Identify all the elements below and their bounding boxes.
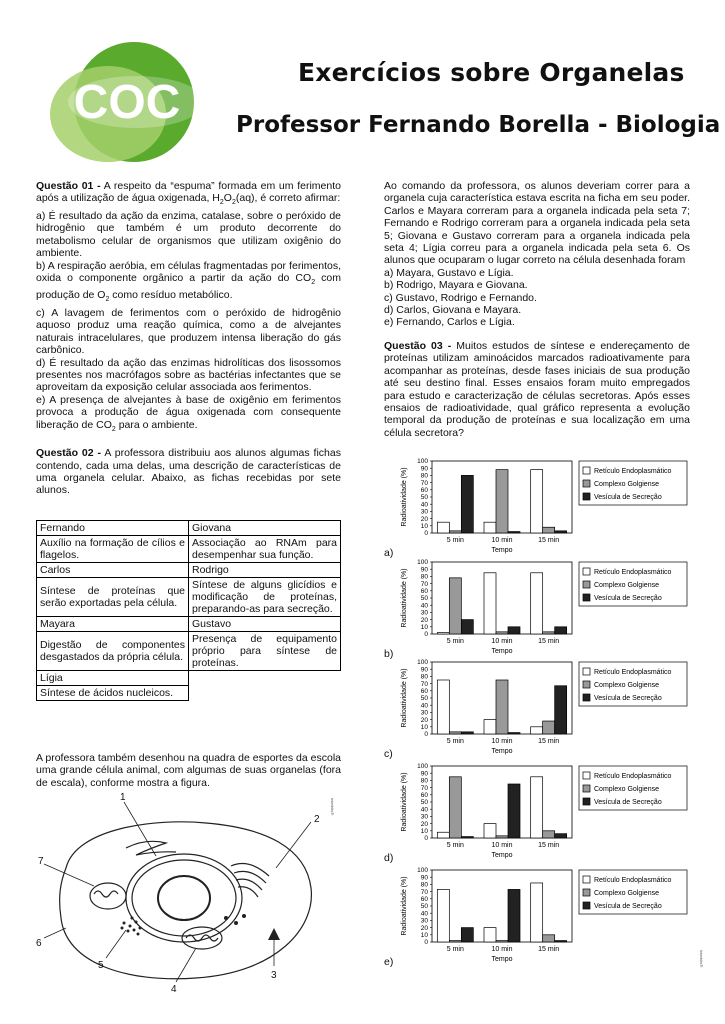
legend-swatch xyxy=(583,668,590,675)
page-subtitle: Professor Fernando Borella - Biologia xyxy=(236,112,721,138)
bar-chart xyxy=(384,658,690,760)
y-tick-label: 90 xyxy=(420,465,428,473)
y-tick-label: 70 xyxy=(420,580,428,588)
bar xyxy=(555,941,567,942)
q2-option-c: c) Gustavo, Rodrigo e Fernando. xyxy=(384,291,537,304)
right-column xyxy=(384,180,690,439)
y-tick-label: 50 xyxy=(420,903,428,911)
table-cell: Presença de equipamento próprio para síntese de proteínas. xyxy=(189,632,341,671)
page-title: Exercícios sobre Organelas xyxy=(298,58,685,87)
nucleus-outer xyxy=(126,854,242,942)
figure-number-4: 4 xyxy=(171,984,177,995)
legend-swatch xyxy=(583,785,590,792)
figure-number-5: 5 xyxy=(98,960,104,971)
y-tick-label: 30 xyxy=(420,609,428,617)
y-tick-label: 30 xyxy=(420,813,428,821)
chart-option-label: e) xyxy=(384,956,394,968)
y-axis-label: Radioatividade (%) xyxy=(401,467,408,527)
nucleolus xyxy=(158,876,210,920)
figure-number-3: 3 xyxy=(271,970,277,981)
table-row xyxy=(37,578,341,617)
legend-swatch xyxy=(583,594,590,601)
q2-statement: Questão 02 - A professora distribuiu aos alunos algumas fichas contendo, cada uma delas, uma descrição de características de uma organela celular. Abaixo, as fichas recebidas por sete alunos. xyxy=(36,447,341,497)
table-cell: Síntese de proteínas que serão exportadas pela célula. xyxy=(37,578,189,617)
legend-swatch xyxy=(583,772,590,779)
bar xyxy=(437,522,449,533)
golgi-apparatus xyxy=(231,864,269,897)
x-tick-label: 5 min xyxy=(446,638,464,645)
legend-swatch xyxy=(583,493,590,500)
bar xyxy=(449,941,461,942)
legend-label: Complexo Golgiense xyxy=(594,481,659,489)
bar xyxy=(508,532,520,533)
y-tick-label: 80 xyxy=(420,472,428,480)
chart-option-label: d) xyxy=(384,852,394,864)
y-tick-label: 0 xyxy=(424,835,428,843)
bar xyxy=(461,732,473,734)
x-axis-label: Tempo xyxy=(491,956,513,963)
y-tick-label: 0 xyxy=(424,939,428,947)
bar xyxy=(508,889,520,942)
y-tick-label: 100 xyxy=(417,458,428,466)
bar xyxy=(496,680,508,734)
q2-continuation: Ao comando da professora, os alunos deveriam correr para a organela cuja característica estava escrita na ficha em seu poder. Carlos e Mayara correram para a organela indicada pela seta 7; Fernando e Rodrigo correram para a organela indicada pela seta 5; Giovana e Gustavo correram para a organela indicada pela seta 4; Lígia correu para a organela indicada pela seta 6. Os alunos que ocuparam o lugar correto na célula desenhada foram xyxy=(384,180,690,267)
bar xyxy=(484,522,496,533)
y-tick-label: 10 xyxy=(420,828,428,835)
legend-label: Retículo Endoplasmático xyxy=(594,773,672,781)
y-tick-label: 60 xyxy=(420,688,428,695)
y-tick-label: 40 xyxy=(420,702,428,710)
bar xyxy=(543,632,555,634)
legend-label: Complexo Golgiense xyxy=(594,890,659,898)
fichas-table xyxy=(36,520,341,701)
q2-figure-intro: A professora também desenhou na quadra de esportes da escola uma grande célula animal, com algumas de suas organelas (fora de escala), conforme mostra a figura. xyxy=(36,752,341,789)
y-tick-label: 20 xyxy=(420,924,428,932)
bar xyxy=(531,727,543,734)
bar xyxy=(531,883,543,942)
table-cell: Auxílio na formação de cílios e flagelos. xyxy=(37,536,189,563)
y-tick-label: 40 xyxy=(420,806,428,814)
y-tick-label: 50 xyxy=(420,799,428,807)
bar xyxy=(484,928,496,942)
legend-swatch xyxy=(583,681,590,688)
bar xyxy=(484,573,496,634)
chart-option-label: b) xyxy=(384,648,394,660)
y-tick-label: 0 xyxy=(424,530,428,538)
chart-option-d xyxy=(384,762,690,864)
plot-frame xyxy=(432,870,572,942)
y-tick-label: 10 xyxy=(420,523,428,530)
table-row xyxy=(37,617,341,632)
bar xyxy=(496,470,508,533)
legend-swatch xyxy=(583,876,590,883)
bar xyxy=(437,832,449,838)
y-tick-label: 60 xyxy=(420,792,428,799)
y-tick-label: 90 xyxy=(420,666,428,674)
table-row xyxy=(37,632,341,671)
nucleus-inner xyxy=(132,860,236,936)
y-tick-label: 90 xyxy=(420,874,428,882)
y-tick-label: 40 xyxy=(420,602,428,610)
bar xyxy=(555,834,567,838)
figure-number-1: 1 xyxy=(120,792,126,803)
bar xyxy=(449,732,461,734)
y-tick-label: 50 xyxy=(420,695,428,703)
bar xyxy=(437,889,449,942)
legend-label: Vesícula de Secreção xyxy=(594,695,662,703)
y-tick-label: 100 xyxy=(417,559,428,567)
q2-option-d: d) Carlos, Giovana e Mayara. xyxy=(384,304,522,317)
q3-label: Questão 03 - xyxy=(384,339,452,352)
y-tick-label: 10 xyxy=(420,724,428,731)
y-axis-label: Radioatividade (%) xyxy=(401,668,408,728)
logo-text: COC xyxy=(73,76,181,129)
y-tick-label: 50 xyxy=(420,595,428,603)
legend-label: Retículo Endoplasmático xyxy=(594,669,672,677)
bar xyxy=(531,777,543,838)
q3-statement: Questão 03 - Muitos estudos de síntese e endereçamento de proteínas utilizam aminoácidos marcados radioativamente para acompanhar as proteínas, desde fases iniciais de sua produção até seu destino final. Esses ensaios foram muito empregados para estudo e caracterização de células secretoras. Após esses ensaios de radioatividade, qual gráfico representa a evolução temporal da produção de proteínas e sua localização em uma célula secretora? xyxy=(384,339,691,439)
bar xyxy=(508,733,520,734)
x-tick-label: 15 min xyxy=(538,537,560,544)
bar-chart xyxy=(384,866,690,968)
bar xyxy=(484,720,496,734)
legend-swatch xyxy=(583,581,590,588)
table-row xyxy=(37,521,341,536)
bar xyxy=(543,935,555,942)
table-cell: Rodrigo xyxy=(189,563,341,578)
bar xyxy=(496,836,508,838)
legend-swatch xyxy=(583,467,590,474)
table-cell: Giovana xyxy=(189,521,341,536)
figure-number-2: 2 xyxy=(314,814,320,825)
chart-option-label: c) xyxy=(384,748,393,760)
y-tick-label: 10 xyxy=(420,624,428,631)
bar xyxy=(437,680,449,734)
table-cell: Lígia xyxy=(37,671,189,686)
figure-number-7: 7 xyxy=(38,856,44,867)
x-tick-label: 15 min xyxy=(538,638,560,645)
bar xyxy=(449,531,461,533)
q1-option-b: b) A respiração aeróbia, em células fragmentadas por ferimentos, oxida o componente orgânico a partir da ação do $CO_2$ com produção de $O_2$ como resíduo metabólico. xyxy=(36,259,341,304)
q1-option-a: a) É resultado da ação da enzima, catalase, sobre o peróxido de hidrogênio que também é um produto decorrente do metabolismo celular de organismos que utilizam oxigênio do ambiente. xyxy=(36,209,341,260)
table-row xyxy=(37,671,341,686)
x-tick-label: 10 min xyxy=(491,537,513,544)
q1-option-d: d) É resultado da ação das enzimas hidrolíticas dos lisossomos presentes nos macrófagos sobre as bactérias infectantes que se aproveitam da exposição celular associada aos ferimentos. xyxy=(36,356,341,394)
y-tick-label: 10 xyxy=(420,932,428,939)
bar xyxy=(461,620,473,634)
chart-option-label: a) xyxy=(384,547,394,559)
q2-label: Questão 02 - xyxy=(36,447,102,460)
q2-option-b: b) Rodrigo, Mayara e Giovana. xyxy=(384,279,528,292)
y-tick-label: 50 xyxy=(420,494,428,502)
legend-label: Complexo Golgiense xyxy=(594,582,659,590)
y-tick-label: 80 xyxy=(420,673,428,681)
y-tick-label: 100 xyxy=(417,763,428,771)
y-tick-label: 30 xyxy=(420,508,428,516)
x-axis-label: Tempo xyxy=(491,852,513,859)
y-tick-label: 90 xyxy=(420,770,428,778)
legend-label: Complexo Golgiense xyxy=(594,682,659,690)
table-cell: Mayara xyxy=(37,617,189,632)
x-axis-label: Tempo xyxy=(491,748,513,755)
y-tick-label: 80 xyxy=(420,573,428,581)
x-tick-label: 15 min xyxy=(538,842,560,849)
legend-swatch xyxy=(583,902,590,909)
legend-label: Vesícula de Secreção xyxy=(594,799,662,807)
legend-swatch xyxy=(583,694,590,701)
y-tick-label: 60 xyxy=(420,896,428,903)
legend-label: Retículo Endoplasmático xyxy=(594,877,672,885)
x-tick-label: 10 min xyxy=(491,738,513,745)
table-cell: Fernando xyxy=(37,521,189,536)
q1-statement: Questão 01 - A respeito da “espuma” formada em um ferimento após a utilização de água oxigenada, $H_2O_2(aq)$, é correto afirmar: xyxy=(36,180,341,207)
chart-option-c xyxy=(384,658,690,760)
chart-option-e xyxy=(384,866,690,968)
x-tick-label: 5 min xyxy=(446,946,464,953)
x-axis-label: Tempo xyxy=(491,547,513,554)
y-tick-label: 40 xyxy=(420,501,428,509)
chart-option-b xyxy=(384,558,690,660)
bar xyxy=(555,686,567,734)
table-cell: Associação ao RNAm para desempenhar sua função. xyxy=(189,536,341,563)
indicator-lines xyxy=(44,802,311,982)
y-tick-label: 20 xyxy=(420,616,428,624)
bar-chart xyxy=(384,457,690,559)
q2-option-e: e) Fernando, Carlos e Lígia. xyxy=(384,316,515,329)
y-tick-label: 100 xyxy=(417,867,428,875)
x-tick-label: 10 min xyxy=(491,946,513,953)
y-tick-label: 20 xyxy=(420,820,428,828)
figure-number-6: 6 xyxy=(36,938,42,949)
x-tick-label: 5 min xyxy=(446,842,464,849)
y-axis-label: Radioatividade (%) xyxy=(401,876,408,936)
animal-cell-figure xyxy=(36,788,341,998)
q1-option-c: c) A lavagem de ferimentos com o peróxido de hidrogênio aquoso produz uma reação química, como a de alvejantes naturais intracelulares, que produzem intensa liberação do gás carbônico. xyxy=(36,306,341,357)
y-tick-label: 100 xyxy=(417,659,428,667)
bar xyxy=(437,633,449,634)
y-tick-label: 80 xyxy=(420,881,428,889)
x-tick-label: 15 min xyxy=(538,738,560,745)
y-tick-label: 60 xyxy=(420,588,428,595)
bar xyxy=(449,777,461,838)
table-cell: Síntese de ácidos nucleicos. xyxy=(37,686,189,701)
bar xyxy=(461,837,473,838)
y-tick-label: 70 xyxy=(420,680,428,688)
table-row xyxy=(37,563,341,578)
x-tick-label: 10 min xyxy=(491,638,513,645)
coc-logo xyxy=(48,42,206,168)
legend-label: Vesícula de Secreção xyxy=(594,595,662,603)
x-axis-label: Tempo xyxy=(491,648,513,655)
legend-swatch xyxy=(583,568,590,575)
bar xyxy=(543,721,555,734)
bar xyxy=(543,527,555,533)
x-tick-label: 5 min xyxy=(446,738,464,745)
legend-swatch xyxy=(583,798,590,805)
y-tick-label: 30 xyxy=(420,709,428,717)
legend-swatch xyxy=(583,480,590,487)
left-column xyxy=(36,180,341,497)
figure-credit: Interbits® xyxy=(330,798,335,816)
table-cell: Carlos xyxy=(37,563,189,578)
chart-option-a xyxy=(384,457,690,559)
y-tick-label: 0 xyxy=(424,731,428,739)
y-tick-label: 70 xyxy=(420,784,428,792)
table-cell: Síntese de alguns glicídios e modificação de proteínas, preparando-as para secreção. xyxy=(189,578,341,617)
legend-swatch xyxy=(583,889,590,896)
bar xyxy=(449,578,461,634)
y-tick-label: 70 xyxy=(420,479,428,487)
y-tick-label: 0 xyxy=(424,631,428,639)
bar-chart xyxy=(384,762,690,864)
y-tick-label: 70 xyxy=(420,888,428,896)
y-tick-label: 80 xyxy=(420,777,428,785)
bar xyxy=(531,573,543,634)
mitochondria-left-cristae xyxy=(94,891,118,897)
table-cell: Gustavo xyxy=(189,617,341,632)
y-tick-label: 20 xyxy=(420,716,428,724)
table-row xyxy=(37,536,341,563)
x-tick-label: 10 min xyxy=(491,842,513,849)
table-cell: Digestão de componentes desgastados da própria célula. xyxy=(37,632,189,671)
y-axis-label: Radioatividade (%) xyxy=(401,568,408,628)
legend-label: Vesícula de Secreção xyxy=(594,903,662,911)
chart-credit: Interbits® xyxy=(699,950,704,968)
bar xyxy=(496,632,508,634)
legend-label: Retículo Endoplasmático xyxy=(594,569,672,577)
bar xyxy=(508,784,520,838)
arrow-3-icon xyxy=(268,928,280,940)
bar-chart xyxy=(384,558,690,660)
bar xyxy=(555,627,567,634)
legend-label: Complexo Golgiense xyxy=(594,786,659,794)
q1-option-e: e) A presença de alvejantes à base de oxigênio em ferimentos provoca a produção de água oxigenada com consequente liberação de $CO_2$ para o ambiente. xyxy=(36,393,341,433)
bar xyxy=(508,627,520,634)
y-tick-label: 90 xyxy=(420,566,428,574)
x-tick-label: 15 min xyxy=(538,946,560,953)
y-tick-label: 40 xyxy=(420,910,428,918)
bar xyxy=(484,824,496,838)
legend-label: Retículo Endoplasmático xyxy=(594,468,672,476)
legend-label: Vesícula de Secreção xyxy=(594,494,662,502)
table-row xyxy=(37,686,341,701)
bar xyxy=(461,475,473,533)
bar xyxy=(555,531,567,533)
bar xyxy=(461,928,473,942)
bar xyxy=(496,941,508,942)
bar xyxy=(531,470,543,533)
x-tick-label: 5 min xyxy=(446,537,464,544)
q1-label: Questão 01 - xyxy=(36,180,101,192)
y-tick-label: 20 xyxy=(420,515,428,523)
bar xyxy=(543,831,555,838)
y-tick-label: 60 xyxy=(420,487,428,494)
y-tick-label: 30 xyxy=(420,917,428,925)
q2-option-a: a) Mayara, Gustavo e Lígia. xyxy=(384,266,514,279)
y-axis-label: Radioatividade (%) xyxy=(401,772,408,832)
